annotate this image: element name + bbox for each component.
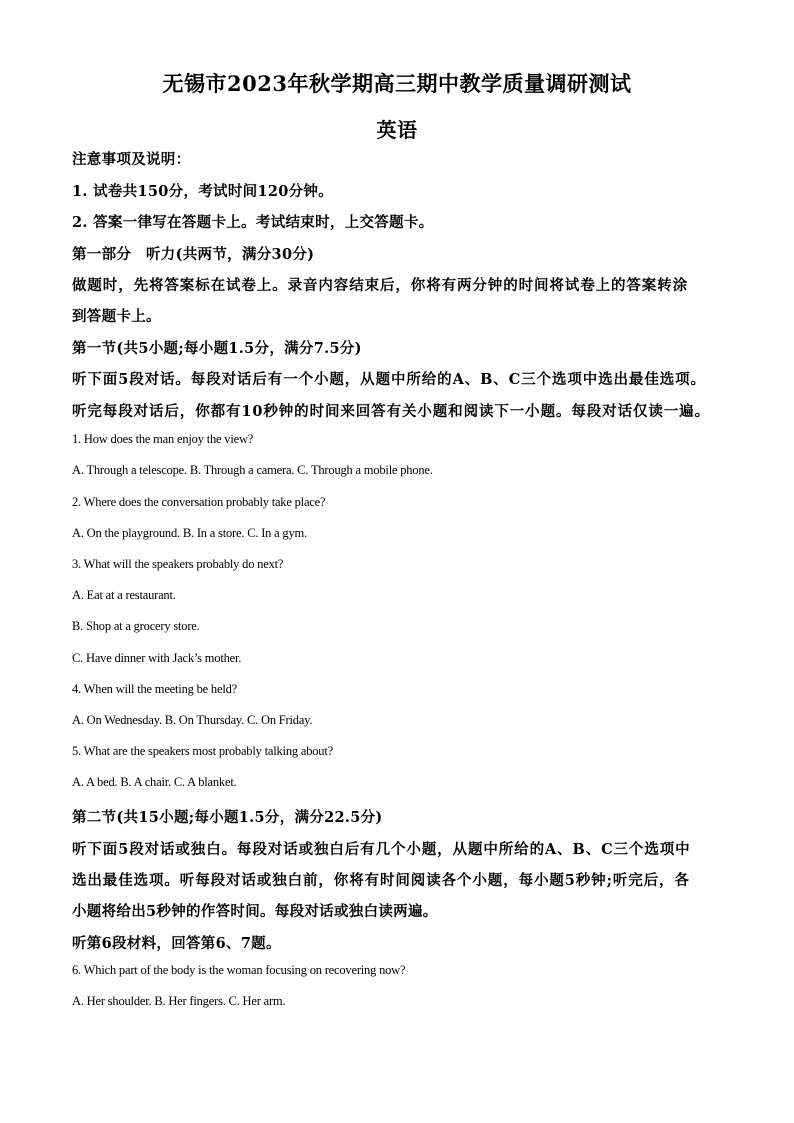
question-6: 6. Which part of the body is the woman focusing on recovering now? [72, 963, 406, 977]
part1-instruction: 到答题卡上。 [72, 308, 161, 325]
question-2: 2. Where does the conversation probably take place? [72, 495, 326, 509]
question-5-options: A. A bed. B. A chair. C. A blanket. [72, 775, 237, 789]
section2-instruction: 小题将给出5秒钟的作答时间。每段对话或独白读两遍。 [72, 903, 438, 920]
question-3: 3. What will the speakers probably do next? [72, 557, 284, 571]
section2-heading: 第二节(共15小题;每小题1.5分，满分22.5分) [72, 809, 383, 826]
question-4-options: A. On Wednesday. B. On Thursday. C. On Friday. [72, 713, 313, 727]
material-6-heading: 听第6段材料，回答第6、7题。 [72, 935, 281, 952]
note-item: 1. 试卷共150分，考试时间120分钟。 [72, 183, 334, 200]
section2-instruction: 选出最佳选项。听每段对话或独白前，你将有时间阅读各个小题，每小题5秒钟;听完后，各 [72, 872, 690, 889]
question-5: 5. What are the speakers most probably talking about? [72, 744, 333, 758]
section1-instruction: 听下面5段对话。每段对话后有一个小题，从题中所给的A、B、C三个选项中选出最佳选项。 [72, 371, 706, 388]
question-3-option-c: C. Have dinner with Jack’s mother. [72, 651, 242, 665]
question-6-options: A. Her shoulder. B. Her fingers. C. Her arm. [72, 994, 286, 1008]
question-1-options: A. Through a telescope. B. Through a camera. C. Through a mobile phone. [72, 463, 433, 477]
note-item: 2. 答案一律写在答题卡上。考试结束时，上交答题卡。 [72, 214, 434, 231]
part1-instruction: 做题时，先将答案标在试卷上。录音内容结束后，你将有两分钟的时间将试卷上的答案转涂 [72, 277, 688, 294]
part1-heading: 第一部分 听力(共两节，满分30分) [72, 246, 315, 263]
notes-heading: 注意事项及说明： [72, 151, 191, 168]
question-3-option-b: B. Shop at a grocery store. [72, 619, 200, 633]
exam-title: 无锡市2023年秋学期高三期中教学质量调研测试 [162, 71, 632, 96]
exam-subject: 英语 [376, 118, 418, 142]
section1-heading: 第一节(共5小题;每小题1.5分，满分7.5分) [72, 340, 362, 357]
section2-instruction: 听下面5段对话或独白。每段对话或独白后有几个小题，从题中所给的A、B、C三个选项中 [72, 841, 691, 858]
section1-instruction: 听完每段对话后，你都有10秒钟的时间来回答有关小题和阅读下一小题。每段对话仅读一遍。 [72, 403, 710, 420]
question-3-option-a: A. Eat at a restaurant. [72, 588, 176, 602]
question-4: 4. When will the meeting be held? [72, 682, 237, 696]
question-1: 1. How does the man enjoy the view? [72, 432, 254, 446]
question-2-options: A. On the playground. B. In a store. C. In a gym. [72, 526, 307, 540]
